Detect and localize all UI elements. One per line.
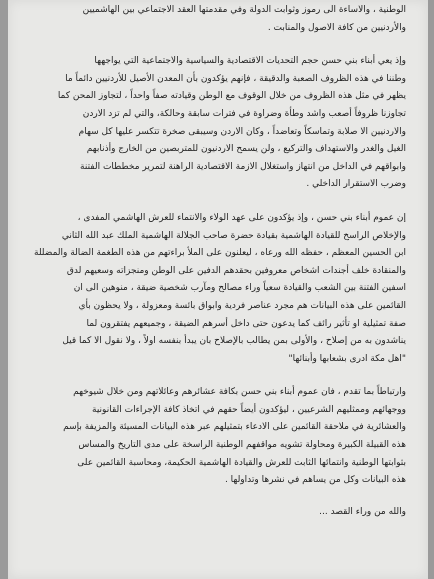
- paragraph-gap: [20, 37, 406, 53]
- paragraph-3: [20, 210, 406, 368]
- text-line: بثوابتها الوطنية وانتمائها الثابت للعرش والقيادة الهاشمية الحكيمة، ومحاسبة القائمين على: [77, 457, 406, 468]
- text-line: الوطنية ، والاساءة الى رموز وثوابت الدولة وفي مقدمتها العقد الاجتماعي بين الهاشميين: [82, 5, 406, 15]
- text-line: والإخلاص الراسخ للقيادة الهاشمية بقيادة حضرة صاحب الجلالة الهاشمية الملك عبد الله الثاني: [61, 230, 406, 241]
- document-page: [8, 0, 428, 579]
- text-line: ابن الحسين المعظم ، حفظه الله ورعاه ، ليعلنون على الملأ براءتهم من هذه الطغمة الضالة والمضللة: [34, 248, 406, 259]
- text-line: وابواقهم في الداخل من انتهاز واستغلال الازمة الاقتصادية الراهنة لتمرير مخططات الفتنة: [80, 161, 406, 172]
- paragraph-1: [20, 2, 406, 37]
- text-line: صفة تمثيلية او تأثير رائف كما يدعون حتى داخل أسرهم الضيقة ، وجميعهم يفتقرون لما: [86, 318, 406, 329]
- text-line: تجاوزنا ظروفاً أصعب واشد وطأة وضراوة في فترات سابقة وحالكة، والتي لم تزد الاردن: [82, 108, 406, 119]
- text-line: إن عموم أبناء بني حسن ، وإذ يؤكدون على عهد الولاء والانتماء للعرش الهاشمي المفدى ،: [77, 212, 406, 223]
- text-line: هذه القبيلة الكبيرة ومحاولة تشويه مواقفهم الوطنية الراسخة على مدى التاريخ والمساس: [78, 440, 406, 451]
- paragraph-gap: [20, 368, 406, 384]
- text-line: يناشدون به من إصلاح ، والأولى بمن يطالب بالإصلاح بان يبدأ بنفسه اولاً ، ولا نقول الا كما قيل: [62, 336, 406, 347]
- paragraph-gap: [20, 194, 406, 210]
- text-line: وإذ يعي أبناء بني حسن حجم التحديات الاقتصادية والسياسية والاجتماعية التي يواجهها: [94, 56, 406, 67]
- text-line: والمنقادة خلف أجندات اشخاص معروفين بحقدهم الدفين على الوطن ومنجزاته وسعيهم لدق: [66, 265, 406, 276]
- text-line: الغيل والغدر والاستهداف والتركيع ، ولن يسمح الاردنيون للمتربصين من الخارج وأذنابهم: [86, 144, 406, 155]
- signoff: والله من وراء القصد ...: [319, 506, 406, 517]
- text-line: وطننا في هذه الظروف الصعبة والدقيقة ، فإنهم يؤكدون بأن المعدن الأصيل للأردنيين دائماً ما: [65, 73, 406, 84]
- text-line: والأردنيين من كافة الاصول والمنابت .: [267, 22, 406, 33]
- text-line: "اهل مكة ادرى بشعابها وأبنائها": [288, 353, 406, 364]
- text-line: يظهر في مثل هذه الظروف من خلال الوقوف مع الوطن وقيادته صفاً واحداً ، لتجاوز المحن كما: [57, 91, 406, 102]
- text-line: ووجهائهم وممثليهم الشرعيين ، ليؤكدون أيضاً حقهم في اتخاذ كافة الإجراءات القانونية: [92, 404, 406, 415]
- paragraph-4: [20, 384, 406, 490]
- text-line: اسفين الفتنة بين الشعب والقيادة سعياً وراء مصالح ومآرب شخصية ضيقة ، منوهين الى ان: [73, 283, 406, 294]
- text-line: والاردنيين الا صلابة وتماسكاً وتعاضداً ، وكان الاردن وسيبقى صخرة تتكسر عليها كل سهام: [78, 126, 406, 137]
- statement-text: [20, 2, 406, 521]
- text-line: القائمين على هذه البيانات هم مجرد عناصر فردية وابواق بائسة ومعزولة ، ولا يحظون بأي: [78, 300, 406, 311]
- paragraph-2: [20, 53, 406, 194]
- text-line: وارتباطاً بما تقدم ، فان عموم أبناء بني حسن بكافة عشائرهم وعائلاتهم ومن خلال شيوخهم: [73, 387, 406, 398]
- text-line: والعشائرية في ملاحقة القائمين على الادعاء بتمثيلهم عبر هذه البيانات المسيئة والمزيفة بإسم: [63, 422, 406, 433]
- text-line: وضرب الاستقرار الداخلي .: [306, 179, 406, 190]
- text-line: هذه البيانات وكل من يساهم في نشرها وتداولها .: [224, 475, 406, 486]
